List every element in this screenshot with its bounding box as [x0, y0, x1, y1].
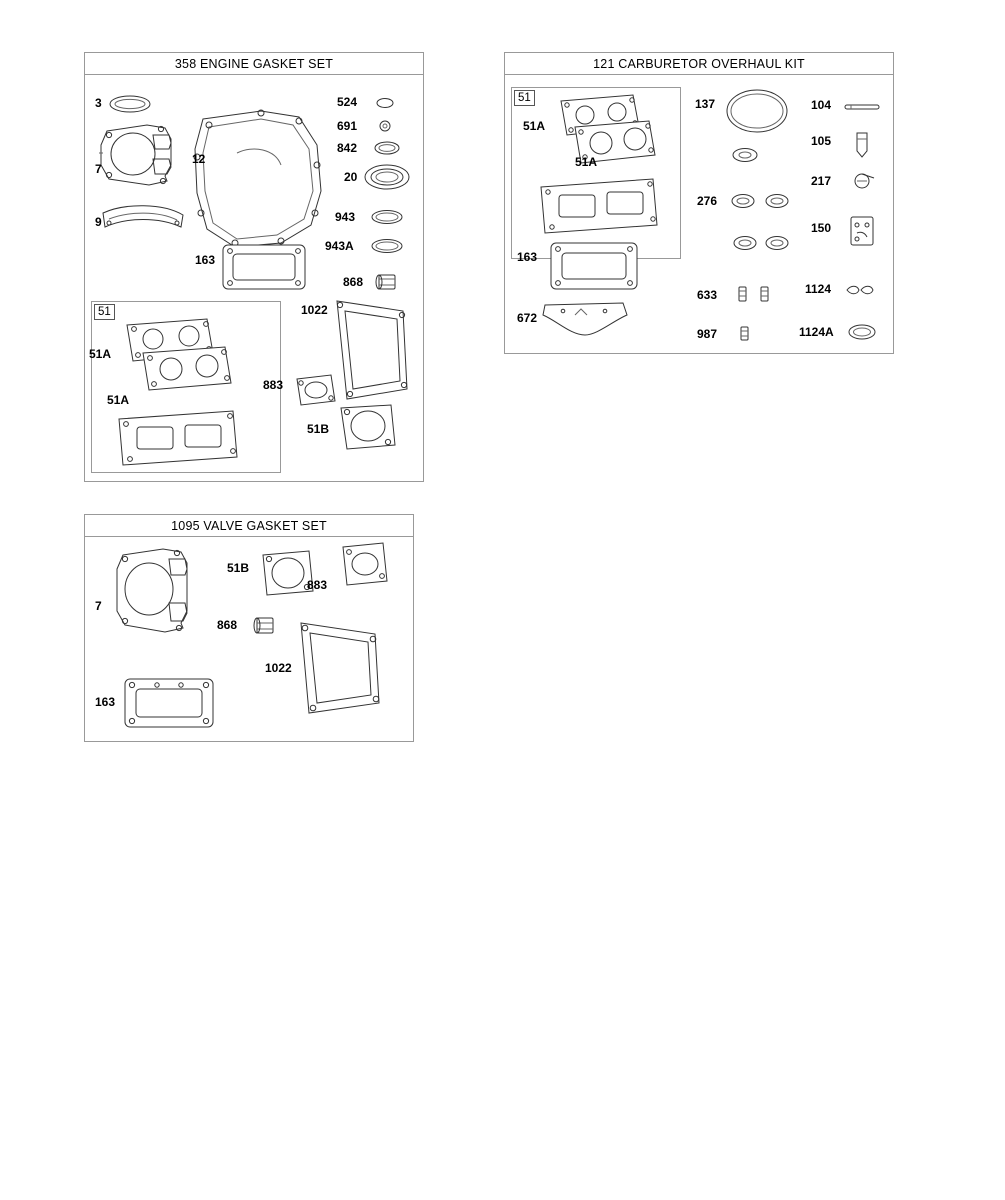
callout-51b-engine: 51B [307, 422, 330, 436]
part-524-oring [377, 99, 393, 108]
part-691-washer [380, 121, 390, 131]
part-163-breather-gasket-engine [223, 245, 305, 289]
callout-842: 842 [337, 141, 358, 155]
subgroup-tag-51-carb: 51 [514, 90, 535, 106]
part-7-head-gasket-valve [117, 549, 187, 632]
part-883-intake-gasket [297, 375, 335, 405]
callout-51a-engine-1: 51A [89, 347, 112, 361]
callout-943: 943 [335, 210, 356, 224]
part-20-oil-seal [365, 165, 409, 189]
part-9-baffle-gasket [103, 206, 183, 227]
valve-gasket-artwork [85, 515, 415, 743]
part-51-group-gaskets-carb [541, 95, 657, 233]
part-1124-clips [847, 286, 873, 294]
callout-163-engine: 163 [195, 253, 216, 267]
panel-carburetor-overhaul-kit [504, 52, 894, 354]
callout-51b-valve: 51B [227, 561, 250, 575]
part-943a-oring [372, 240, 402, 253]
callout-868-engine: 868 [343, 275, 364, 289]
callout-104: 104 [811, 98, 832, 112]
part-12-crankcase-gasket [194, 110, 321, 247]
part-137-o-ring [727, 90, 787, 132]
part-163-gasket-carb [551, 243, 637, 289]
callout-1022-engine: 1022 [301, 303, 328, 317]
part-868-plug [376, 275, 395, 289]
callout-883-valve: 883 [307, 578, 328, 592]
part-104-pin [845, 105, 879, 109]
callout-7-valve: 7 [95, 599, 102, 613]
callout-943a: 943A [325, 239, 354, 253]
callout-217: 217 [811, 174, 832, 188]
part-987-jet [741, 327, 748, 340]
callout-150: 150 [811, 221, 832, 235]
callout-51a-carb-1: 51A [523, 119, 546, 133]
panel-valve-gasket-set [84, 514, 414, 742]
callout-105: 105 [811, 134, 832, 148]
part-1022-valve-cover-gasket [337, 301, 407, 399]
part-51-group-gaskets-engine [119, 319, 237, 465]
part-842-ring [375, 142, 399, 154]
part-7-head-gasket [99, 125, 171, 185]
part-3-oval-gasket [110, 96, 150, 112]
callout-51a-carb-2: 51A [575, 155, 598, 169]
callout-883-engine: 883 [263, 378, 284, 392]
callout-51a-engine-2: 51A [107, 393, 130, 407]
part-883-gasket-valve [343, 543, 387, 585]
part-105-needle-valve [857, 133, 867, 157]
callout-524: 524 [337, 95, 358, 109]
part-51b-gasket-valve [263, 551, 313, 595]
part-51b-exhaust-gasket [341, 405, 395, 449]
callout-7: 7 [95, 162, 102, 176]
callout-163-valve: 163 [95, 695, 116, 709]
part-1022-gasket-valve [301, 623, 379, 713]
callout-163-carb: 163 [517, 250, 538, 264]
callout-691: 691 [337, 119, 358, 133]
callout-1124: 1124 [805, 282, 832, 296]
callout-868-valve: 868 [217, 618, 238, 632]
part-943-oring [372, 211, 402, 224]
callout-987: 987 [697, 327, 718, 341]
part-217-clip [855, 174, 874, 188]
part-1124a-o-ring [849, 325, 875, 339]
subgroup-tag-51-engine: 51 [94, 304, 115, 320]
panel-title-valve: 1095 VALVE GASKET SET [171, 518, 327, 533]
part-633-jets [739, 287, 768, 301]
callout-3: 3 [95, 96, 102, 110]
part-150-screen [851, 217, 873, 245]
engine-gasket-artwork [85, 53, 425, 483]
callout-672: 672 [517, 311, 538, 325]
part-672-air-cleaner-gasket [543, 303, 627, 335]
callout-1124a: 1124A [799, 325, 834, 339]
part-868-plug-valve [254, 618, 273, 633]
callout-1022-valve: 1022 [265, 661, 292, 675]
panel-title-engine: 358 ENGINE GASKET SET [174, 56, 334, 71]
callout-12: 12 [192, 152, 206, 166]
callout-276: 276 [697, 194, 718, 208]
callout-20: 20 [344, 170, 358, 184]
part-washer-mid-1 [733, 149, 757, 162]
callout-9: 9 [95, 215, 102, 229]
part-163-gasket-valve [125, 679, 213, 727]
callout-633: 633 [697, 288, 718, 302]
callout-137: 137 [695, 97, 716, 111]
part-276-washers [732, 195, 788, 208]
panel-title-carb: 121 CARBURETOR OVERHAUL KIT [593, 56, 805, 71]
part-washers-pair-2 [734, 237, 788, 250]
panel-engine-gasket-set [84, 52, 424, 482]
